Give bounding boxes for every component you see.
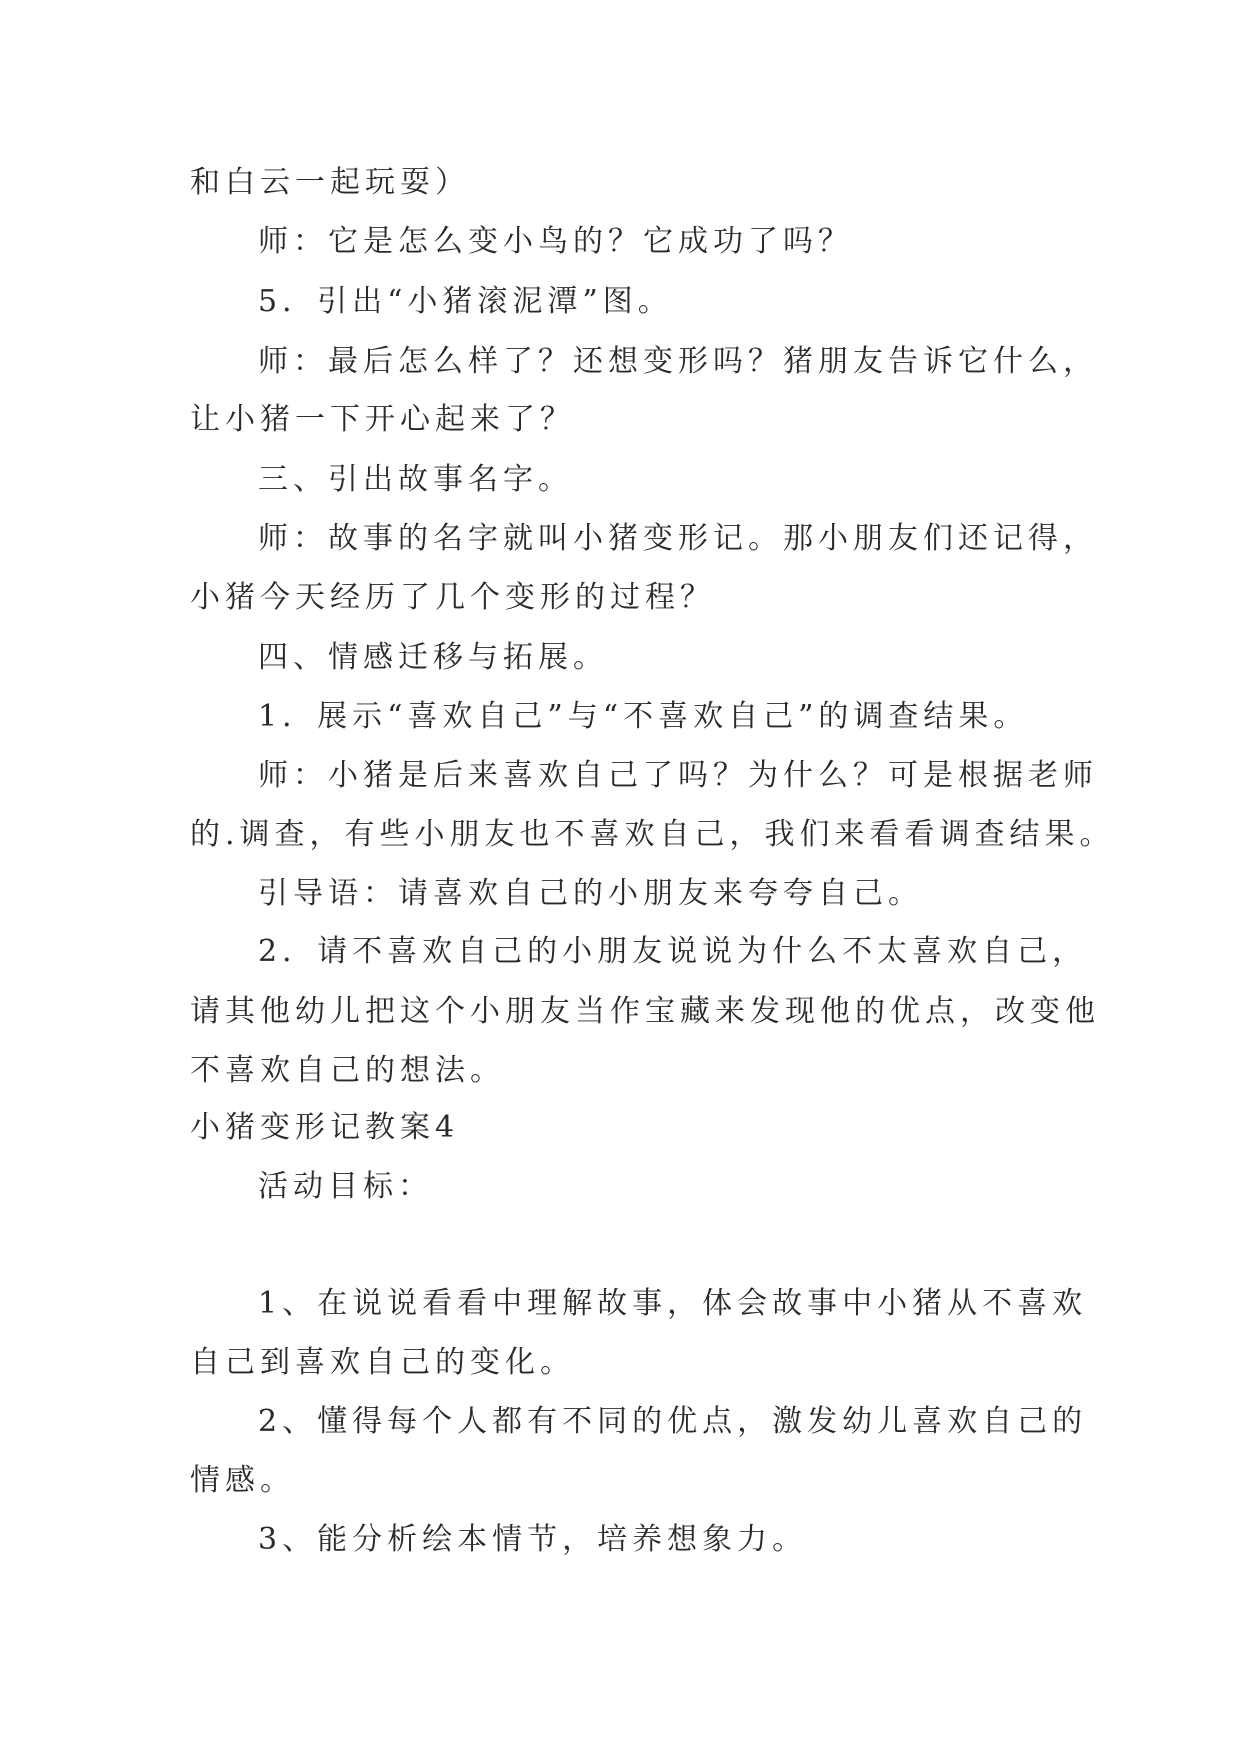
text-line: 师：小猪是后来喜欢自己了吗？为什么？可是根据老师 — [258, 758, 1098, 793]
text-line: 师：最后怎么样了？还想变形吗？猪朋友告诉它什么， — [258, 344, 1098, 379]
text-line: 1．展示“喜欢自己”与“不喜欢自己”的调查结果。 — [258, 699, 1029, 734]
text-line: 师：它是怎么变小鸟的？它成功了吗？ — [258, 224, 853, 259]
text-line: 三、引出故事名字。 — [258, 462, 573, 497]
subheading: 活动目标： — [258, 1169, 433, 1204]
text-line: 小猪今天经历了几个变形的过程？ — [190, 580, 715, 615]
text-line: 2．请不喜欢自己的小朋友说说为什么不太喜欢自己， — [258, 934, 1088, 969]
section-heading: 小猪变形记教案4 — [190, 1110, 460, 1145]
text-line: 师：故事的名字就叫小猪变形记。那小朋友们还记得， — [258, 521, 1098, 556]
text-line: 请其他幼儿把这个小朋友当作宝藏来发现他的优点，改变他 — [190, 994, 1100, 1029]
text-line: 自己到喜欢自己的变化。 — [190, 1345, 575, 1380]
text-line: 5．引出“小猪滚泥潭”图。 — [258, 284, 673, 319]
text-line: 3、能分析绘本情节，培养想象力。 — [258, 1522, 808, 1557]
text-line: 引导语：请喜欢自己的小朋友来夸夸自己。 — [258, 876, 923, 911]
text-line: 1、在说说看看中理解故事，体会故事中小猪从不喜欢 — [258, 1286, 1088, 1321]
text-line: 不喜欢自己的想法。 — [190, 1053, 505, 1088]
text-line: 的.调查，有些小朋友也不喜欢自己，我们来看看调查结果。 — [190, 817, 1115, 852]
text-line: 情感。 — [190, 1463, 295, 1498]
text-line: 2、懂得每个人都有不同的优点，激发幼儿喜欢自己的 — [258, 1404, 1088, 1439]
text-line: 和白云一起玩耍） — [190, 165, 470, 200]
text-line: 四、情感迁移与拓展。 — [258, 640, 608, 675]
text-line: 让小猪一下开心起来了？ — [190, 402, 575, 437]
